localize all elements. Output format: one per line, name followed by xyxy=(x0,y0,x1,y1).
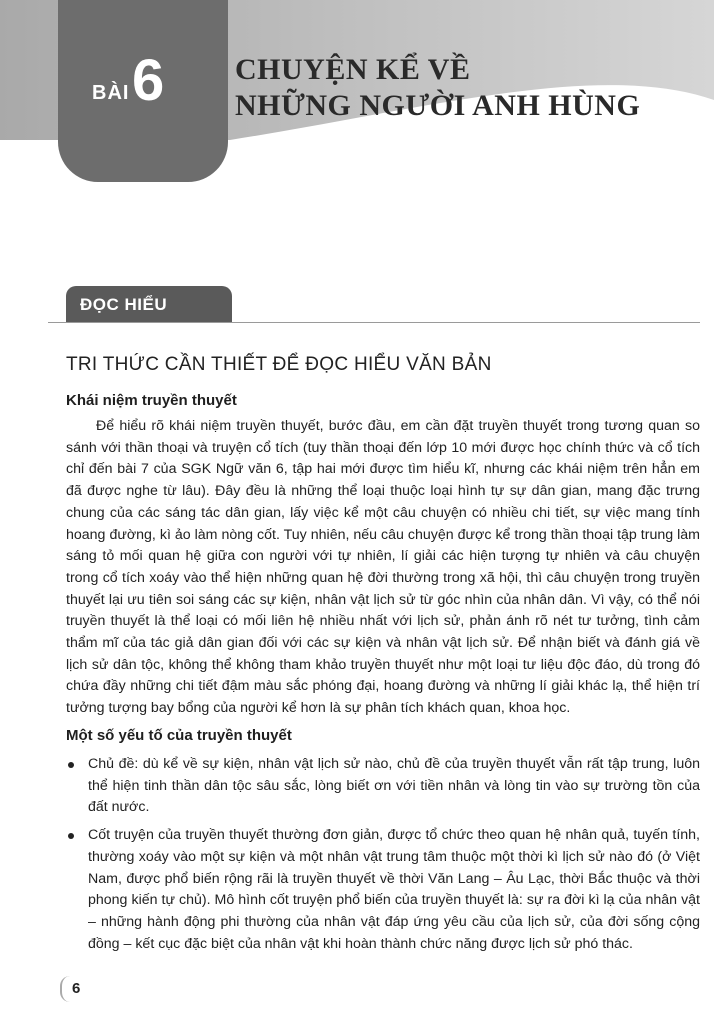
section-divider xyxy=(48,322,700,323)
page-bracket xyxy=(60,976,72,1002)
section-label: ĐỌC HIỂU xyxy=(80,295,168,314)
list-item: Chủ đề: dù kể về sự kiện, nhân vật lịch sử nào, chủ đề của truyền thuyết vẫn rất tập trung, luôn thể hiện tinh thần dân tộc sâu sắc, lòng biết ơn với tiền nhân và lòng tin vào sự trường tồn của đất nước. xyxy=(66,754,700,819)
lesson-title-line2: NHỮNG NGƯỜI ANH HÙNG xyxy=(235,89,641,122)
page-number: 6 xyxy=(72,980,81,997)
page-heading: TRI THỨC CẦN THIẾT ĐỂ ĐỌC HIỂU VĂN BẢN xyxy=(66,354,492,375)
lesson-number: 6 xyxy=(132,48,165,113)
page-number-box xyxy=(60,976,90,1006)
lesson-label: BÀI xyxy=(92,82,130,104)
list-item: Cốt truyện của truyền thuyết thường đơn giản, được tổ chức theo quan hệ nhân quả, tuyến tính, thường xoáy vào một sự kiện và một nhân vật trung tâm thuộc một thời kì lịch sử nào đó (ở Việt Nam, được phổ biến rộng rãi là truyền thuyết về thời Văn Lang – Âu Lạc, thời Bắc thuộc và thời phong kiến tự chủ). Mô hình cốt truyện phổ biến của truyền thuyết là: sự ra đời kì lạ của nhân vật – những hành động phi thường của nhân vật đáp ứng yêu cầu của lịch sử, của đời sống cộng đồng – kết cục đặc biệt của nhân vật khi hoàn thành chức năng được lịch sử phó thác. xyxy=(66,825,700,955)
subheading-elements: Một số yếu tố của truyền thuyết xyxy=(66,727,292,744)
lesson-title xyxy=(235,52,640,124)
subheading-concept: Khái niệm truyền thuyết xyxy=(66,392,237,409)
paragraph-concept: Để hiểu rõ khái niệm truyền thuyết, bước đầu, em cần đặt truyền thuyết trong tương quan so sánh với thần thoại và truyện cổ tích (tuy thần thoại đến lớp 10 mới được học chính thức và cổ tích chỉ đến bài 7 của SGK Ngữ văn 6, tập hai mới được tìm hiểu kĩ, nhưng các khái niệm trên hẳn em đã được nghe từ lâu). Đây đều là những thể loại thuộc loại hình tự sự dân gian, mang đặc trưng chung của các sáng tác dân gian, lấy việc kể một câu chuyện có nhiều chi tiết, sự việc mang tính hoang đường, kì ảo làm nòng cốt. Tuy nhiên, nếu câu chuyện được kể trong thần thoại tập trung làm sáng tỏ mối quan hệ giữa con người với tự nhiên, lí giải các hiện tượng tự nhiên và câu chuyện trong cổ tích xoáy vào thể hiện những quan hệ đời thường trong xã hội, thì câu chuyện trong truyền thuyết lại ưu tiên soi sáng các sự kiện, nhân vật lịch sử từ góc nhìn của nhân dân. Vì vậy, có thể nói truyền thuyết là thể loại có mối liên hệ nhiều nhất với lịch sử, phản ánh rõ nét tư tưởng, tình cảm thẩm mĩ của tác giả dân gian đối với các sự kiện và nhân vật lịch sử. Để nhận biết và đánh giá về lịch sử dân tộc, không thể không tham khảo truyền thuyết như một loại tư liệu độc đáo, dù trong đó chứa đầy những chi tiết đậm màu sắc phóng đại, hoang đường và những lí giải khác lạ, thể hiện trí tưởng tượng bay bổng của người kể hơn là sự phân tích khách quan, khoa học. xyxy=(66,418,700,717)
element-list xyxy=(66,754,700,955)
lesson-title-line1: CHUYỆN KỂ VỀ xyxy=(235,53,471,86)
